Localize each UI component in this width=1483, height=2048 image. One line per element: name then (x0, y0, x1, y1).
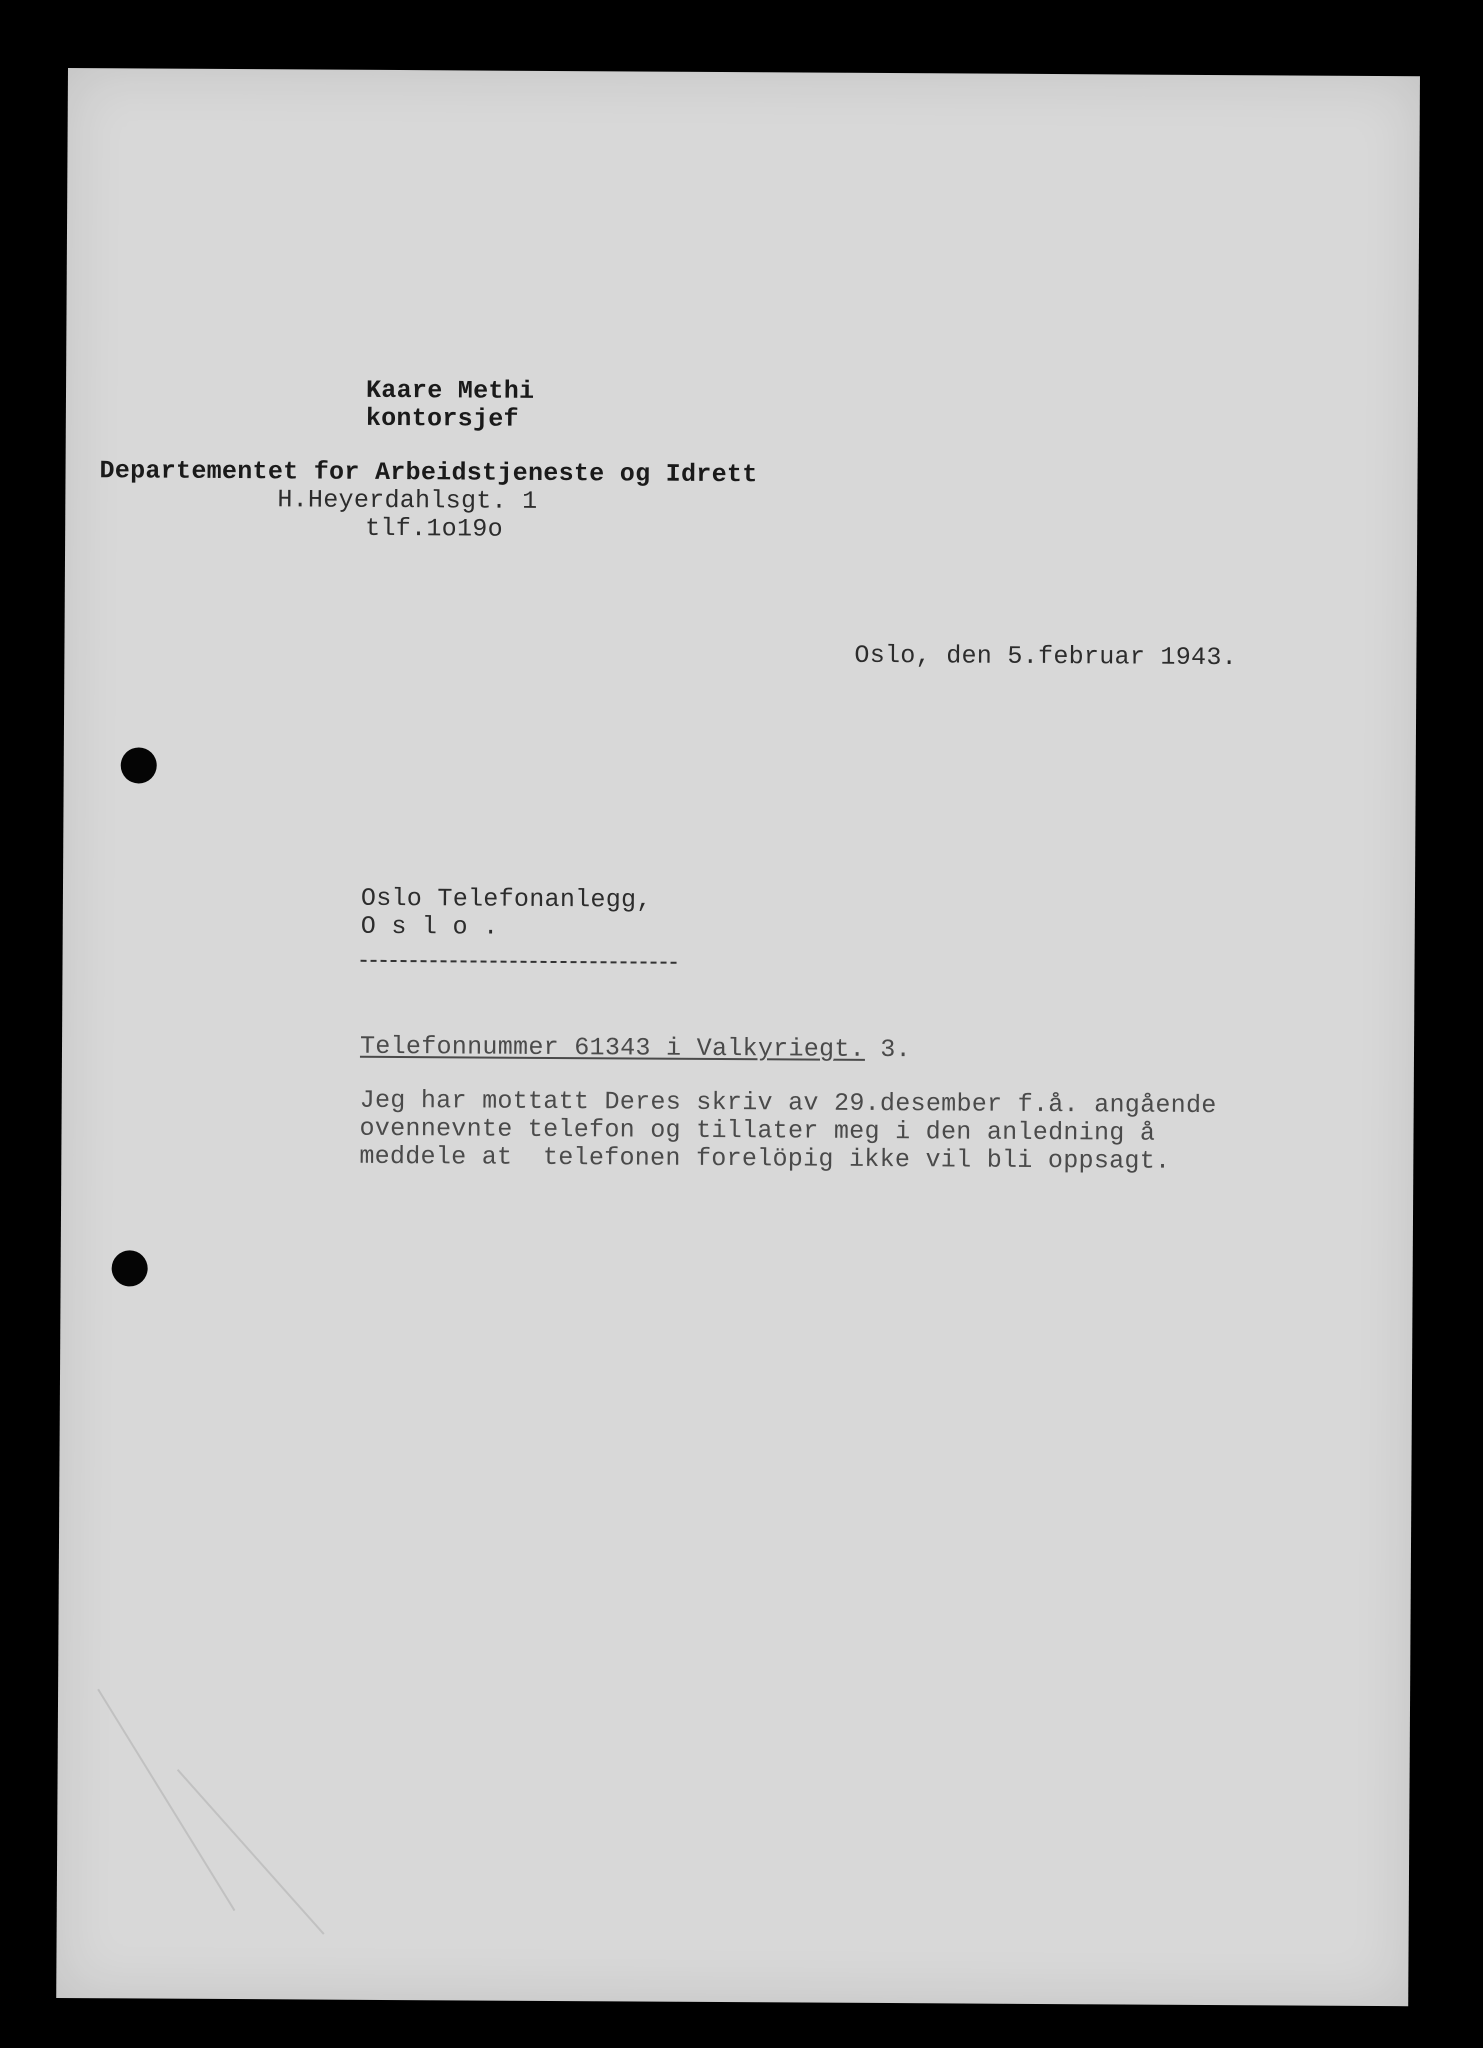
date-line: Oslo, den 5.februar 1943. (854, 640, 1238, 673)
subject-suffix: 3. (880, 1034, 912, 1065)
sender-department: Departementet for Arbeidstjeneste og Idrett (99, 456, 758, 490)
subject-line (360, 1032, 911, 1065)
sender-address: H.Heyerdahlsgt. 1 (277, 485, 538, 516)
recipient-underline (361, 960, 677, 964)
letter-page (56, 68, 1420, 2006)
punch-hole-top (121, 747, 157, 783)
sender-name: Kaare Methi (365, 375, 535, 406)
body-line-1: Jeg har mottatt Deres skriv av 29.desember f.å. angående (359, 1085, 1217, 1121)
recipient-name: Oslo Telefonanlegg, (360, 883, 652, 915)
subject-text: Telefonnummer 61343 i Valkyriegt. (359, 1031, 866, 1064)
recipient-city: O s l o . (360, 911, 499, 942)
paper-crease (97, 1689, 235, 1911)
punch-hole-bottom (112, 1250, 148, 1286)
sender-phone: tlf.1o19o (365, 513, 504, 544)
body-line-2: ovennevnte telefon og tillater meg i den anledning å (359, 1113, 1156, 1148)
sender-title: kontorsjef (365, 403, 519, 434)
body-line-3: meddele at telefonen forelöpig ikke vil bli oppsagt. (359, 1141, 1171, 1176)
